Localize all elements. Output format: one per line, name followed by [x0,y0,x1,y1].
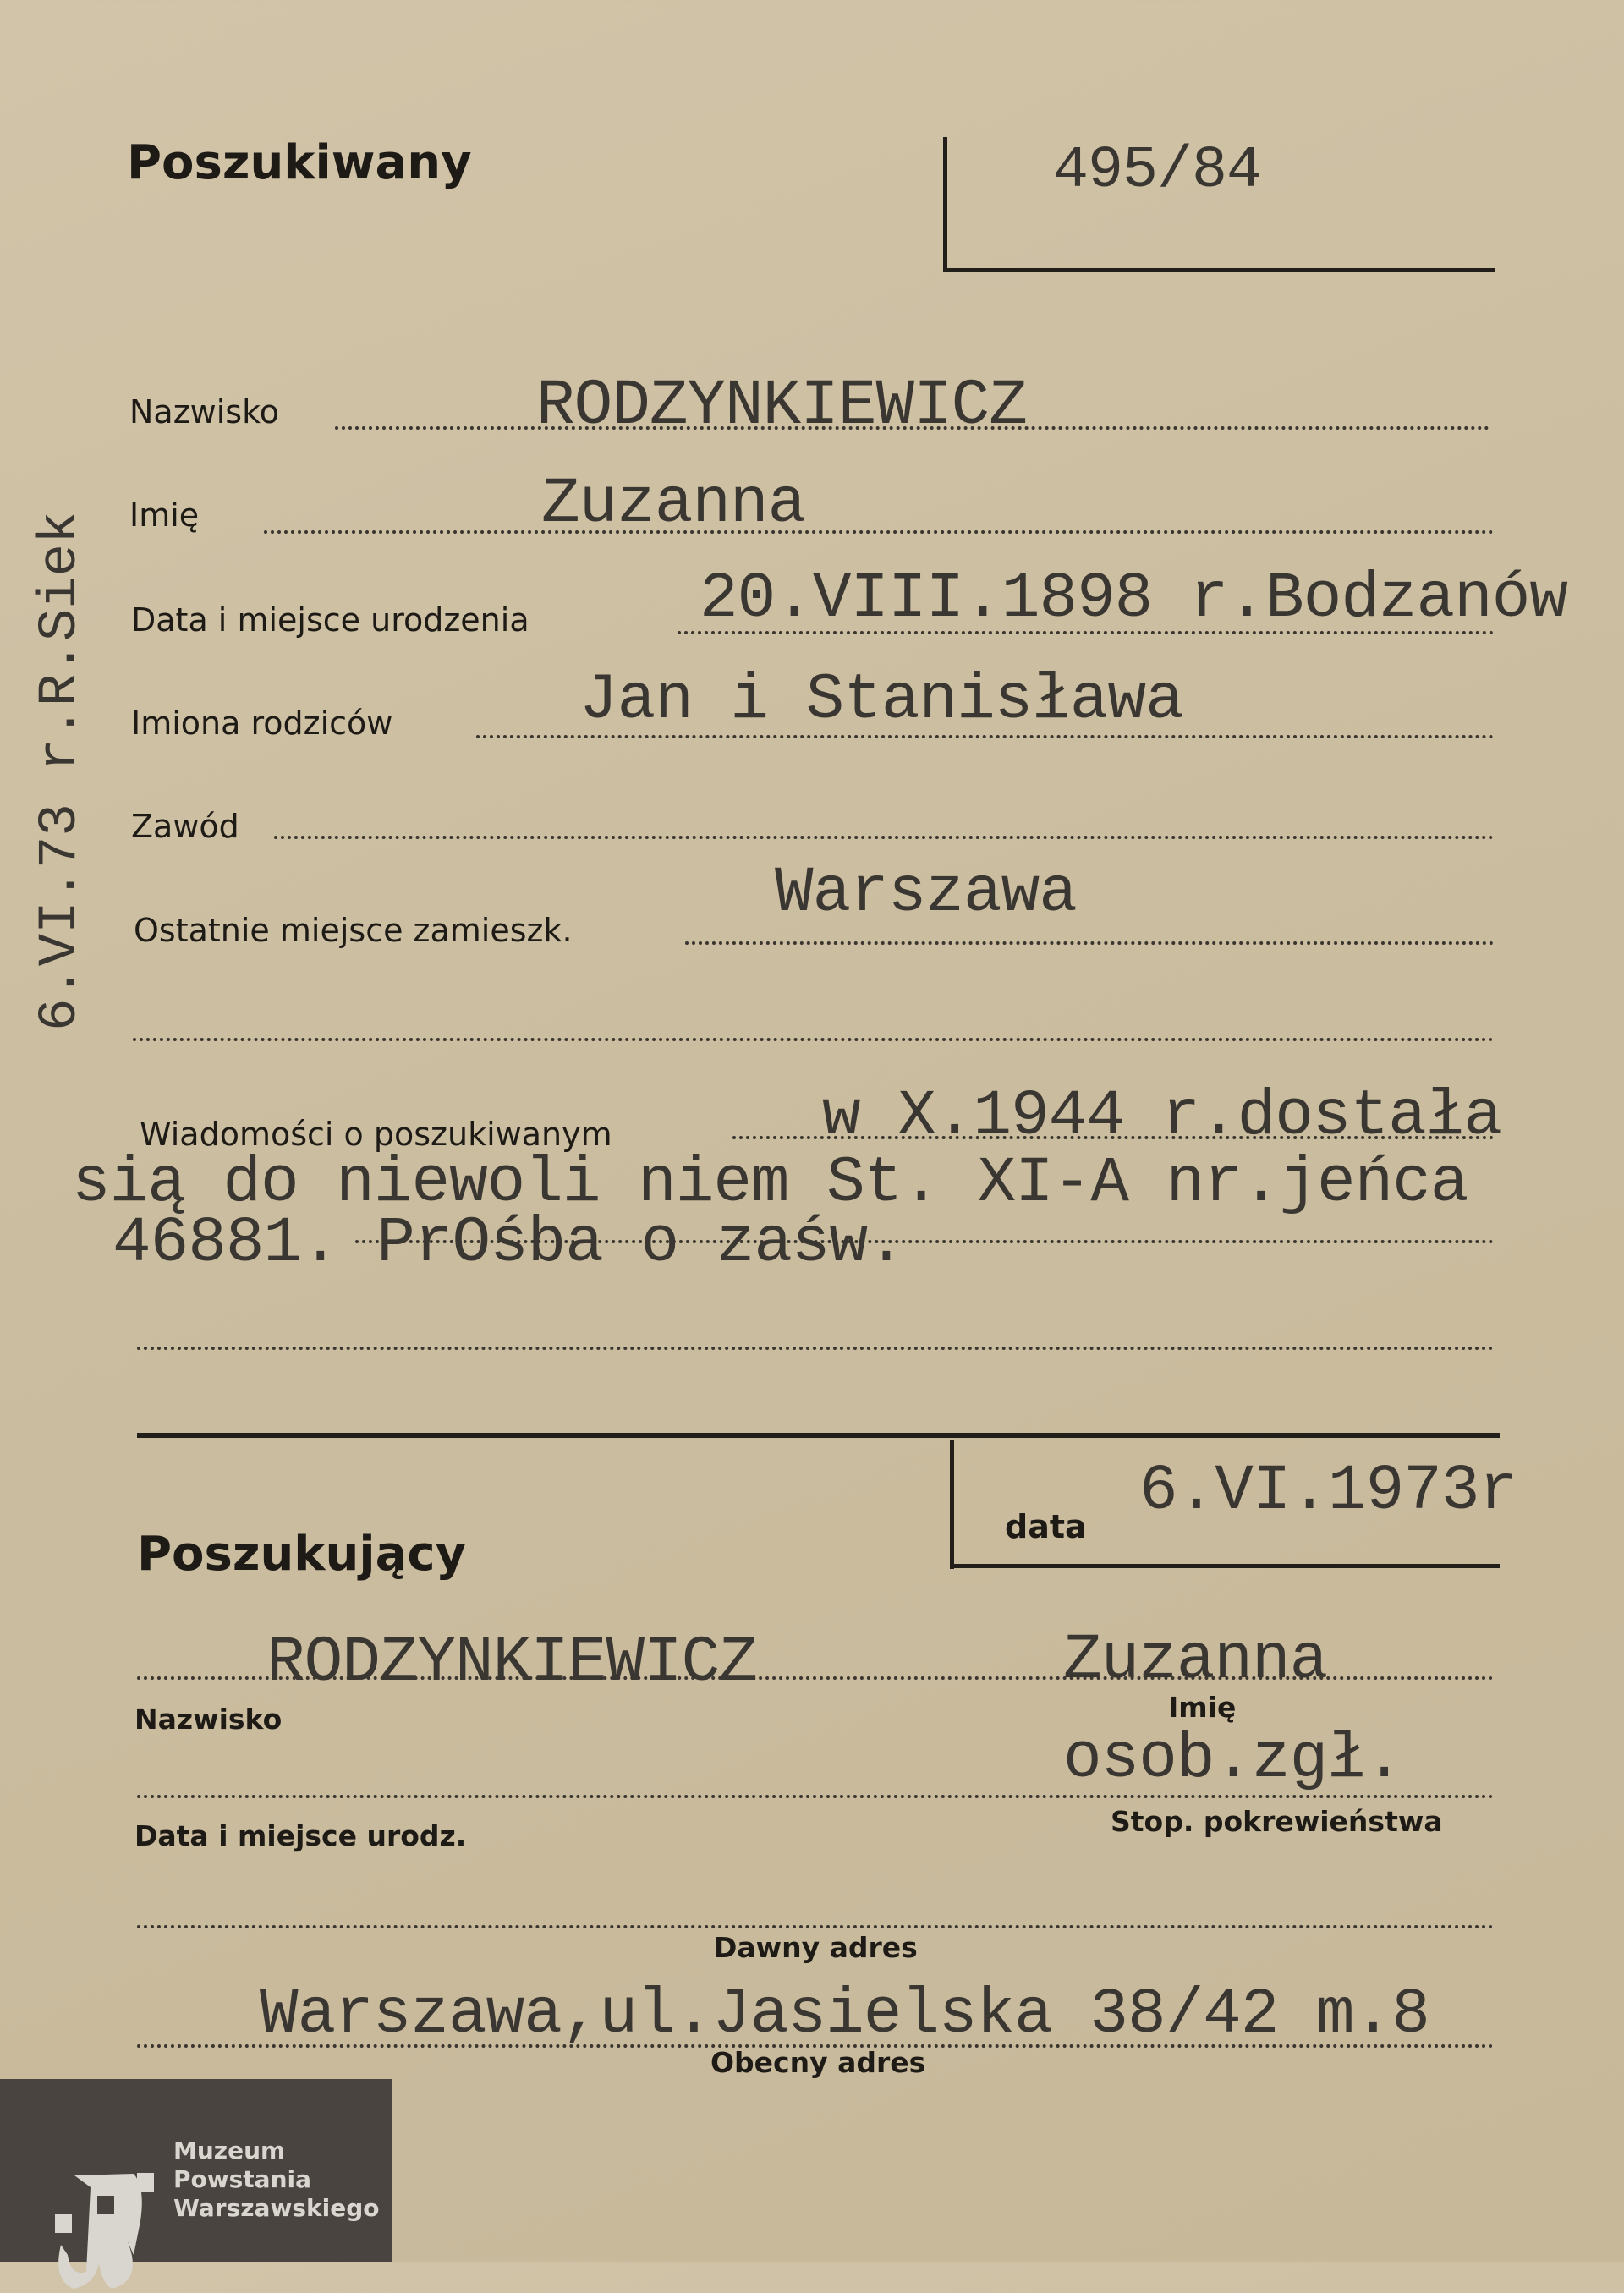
first-name-dotted-line [264,530,1494,534]
surname-value: RODZYNKIEWICZ [536,370,1027,442]
side-note: 6.VI.73 r.R.Siek [30,511,91,1031]
case-box-vertical-rule [943,137,947,272]
news-label: Wiadomości o poszukiwanym [140,1116,612,1153]
date-label: data [1005,1508,1087,1545]
searcher-heading: Poszukujący [137,1527,467,1582]
case-number: 495/84 [1053,138,1262,205]
last-residence-dotted-line [685,941,1494,945]
case-box-horizontal-rule [943,268,1495,272]
news-line-1: w X.1944 r.dostała [822,1080,1501,1153]
anchor-logo-icon [52,2170,158,2293]
blank-dotted-line [133,1038,1494,1041]
occupation-dotted-line [274,836,1494,839]
surname-label: Nazwisko [129,393,279,431]
last-residence-value: Warszawa [775,857,1077,930]
last-residence-label: Ostatnie miejsce zamieszk. [134,912,573,949]
parents-value: Jan i Stanisława [579,664,1183,737]
searcher-surname-value: RODZYNKIEWICZ [266,1626,757,1699]
date-box-vertical-rule [950,1440,954,1569]
news-line-3: 46881. PrOśba o zaśw. [112,1207,905,1280]
searcher-first-name-value: Zuzanna [1063,1624,1328,1697]
watermark-line-1: Muzeum [173,2137,286,2164]
museum-watermark [0,2079,392,2262]
searcher-first-name-label: Imię [1168,1691,1237,1724]
former-address-dotted-line [137,1925,1494,1928]
occupation-label: Zawód [131,808,239,845]
birth-value: 20.VIII.1898 r.Bodzanów [700,562,1567,635]
first-name-value: Zuzanna [541,468,806,540]
relation-label: Stop. pokrewieństwa [1111,1805,1443,1838]
former-address-label: Dawny adres [714,1931,918,1964]
current-address-label: Obecny adres [710,2046,926,2079]
parents-label: Imiona rodziców [131,705,393,742]
relation-value: osob.zgł. [1063,1723,1403,1796]
sought-heading: Poszukiwany [127,135,472,190]
searcher-surname-label: Nazwisko [134,1703,283,1736]
current-address-value: Warszawa,ul.Jasielska 38/42 m.8 [260,1978,1429,2051]
searcher-name-dotted-line [137,1676,1494,1680]
watermark-line-2: Powstania [173,2165,311,2193]
date-box-horizontal-rule [950,1564,1500,1568]
birth-label: Data i miejsce urodzenia [131,601,529,639]
section-divider [137,1433,1500,1438]
news-line-2: sią do niewoli niem St. XI-A nr.jeńca [72,1147,1468,1220]
searcher-birth-label: Data i miejsce urodz. [134,1819,467,1852]
watermark-line-3: Warszawskiego [173,2194,380,2222]
searcher-birth-dotted-line [137,1795,1494,1798]
news-dotted-line-3 [137,1347,1494,1350]
first-name-label: Imię [129,496,200,534]
date-value: 6.VI.1973r [1139,1455,1517,1528]
